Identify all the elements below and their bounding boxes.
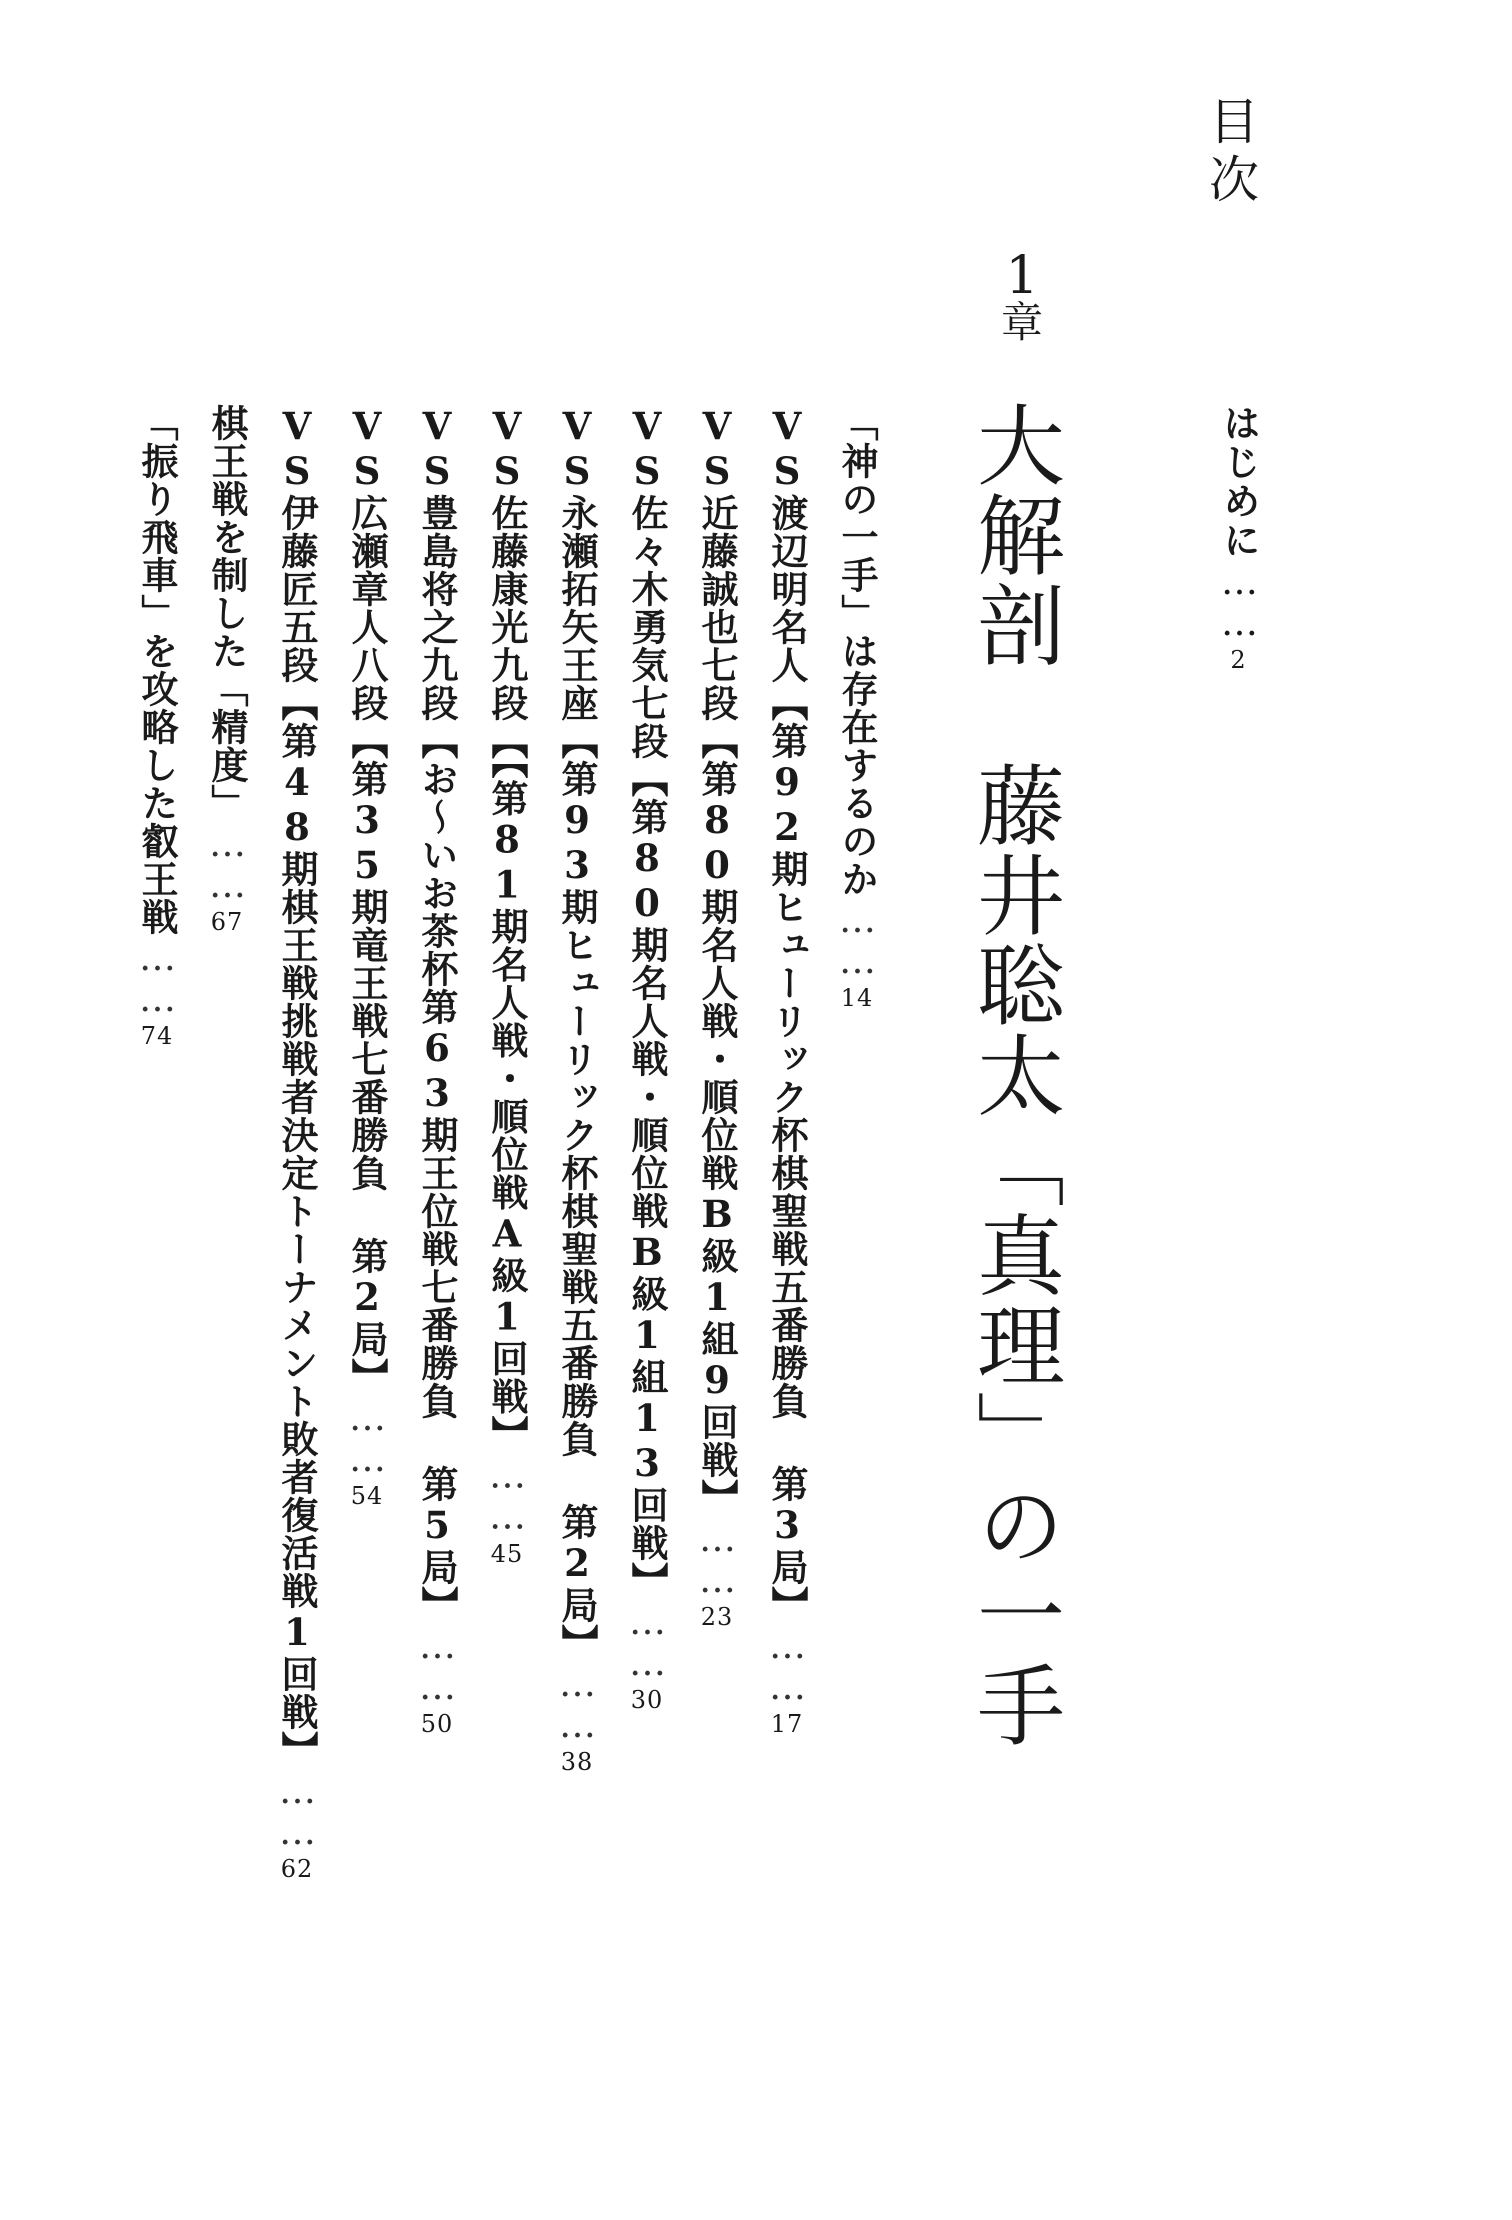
toc-entry[interactable] <box>835 404 879 1012</box>
toc-entry[interactable] <box>345 404 389 1510</box>
entry-text: はじめに <box>1217 404 1261 560</box>
entry-text: VS近藤誠也七段【第80期名人戦・順位戦B級1組9回戦】 <box>695 404 739 1517</box>
entry-leader: …… <box>276 1769 319 1851</box>
entry-page-number: 67 <box>210 908 244 936</box>
toc-entry[interactable] <box>135 404 179 1050</box>
toc-entry[interactable] <box>765 404 809 1738</box>
entry-page-number: 74 <box>140 1022 174 1050</box>
toc-entry-intro[interactable] <box>1217 404 1261 674</box>
entry-page-number: 2 <box>1230 646 1248 674</box>
entry-leader: …… <box>346 1396 389 1478</box>
entry-leader: …… <box>416 1624 459 1706</box>
entry-page-number: 30 <box>630 1686 664 1714</box>
entry-page-number: 62 <box>280 1855 314 1883</box>
entry-leader: …… <box>626 1600 669 1682</box>
entry-text: VS永瀬拓矢王座【第93期ヒューリック杯棋聖戦五番勝負 第2局】 <box>555 404 599 1662</box>
chapter-title: 大解剖 藤井聡太「真理」の一手 <box>963 400 1066 1750</box>
entry-text: VS広瀬章人八段【第35期竜王戦七番勝負 第2局】 <box>345 404 389 1396</box>
toc-title: 目次 <box>1201 95 1259 211</box>
entry-text: 棋王戦を制した「精度」 <box>205 404 249 822</box>
entry-page-number: 14 <box>840 984 874 1012</box>
toc-entry[interactable] <box>275 404 319 1883</box>
entry-text: VS佐々木勇気七段【第80期名人戦・順位戦B級1組13回戦】 <box>625 404 669 1600</box>
entry-text: VS佐藤康光九段【【第81期名人戦・順位戦A級1回戦】 <box>485 404 529 1454</box>
toc-entry[interactable] <box>695 404 739 1631</box>
entry-text: 「神の一手」は存在するのか <box>835 404 879 898</box>
entry-leader: …… <box>556 1662 599 1744</box>
entry-leader: …… <box>696 1517 739 1599</box>
entry-leader: …… <box>206 822 249 904</box>
chapter-number: 1 <box>1005 246 1039 306</box>
entry-page-number: 45 <box>490 1539 524 1568</box>
entry-page-number: 38 <box>560 1748 594 1776</box>
entry-text: VS伊藤匠五段【第48期棋王戦挑戦者決定トーナメント敗者復活戦1回戦】 <box>275 404 319 1769</box>
toc-entry[interactable] <box>625 404 669 1714</box>
chapter-label: 章 <box>1000 298 1043 347</box>
toc-entry[interactable] <box>485 404 529 1568</box>
entry-text: VS豊島将之九段【お～いお茶杯第63期王位戦七番勝負 第5局】 <box>415 404 459 1624</box>
entry-leader: …… <box>136 936 179 1018</box>
entry-text: 「振り飛車」を攻略した叡王戦 <box>135 404 179 936</box>
entry-leader: …… <box>766 1624 809 1706</box>
toc-entry[interactable] <box>415 404 459 1738</box>
entry-page-number: 50 <box>420 1710 454 1738</box>
entry-leader: …… <box>836 898 879 980</box>
entry-leader: …… <box>1218 560 1261 642</box>
toc-entry[interactable] <box>555 404 599 1776</box>
entry-text: VS渡辺明名人【第92期ヒューリック杯棋聖戦五番勝負 第3局】 <box>765 404 809 1624</box>
entry-page-number: 54 <box>350 1482 384 1510</box>
entry-page-number: 23 <box>700 1603 734 1631</box>
entry-leader: …… <box>486 1453 529 1536</box>
entry-page-number: 17 <box>770 1710 804 1738</box>
toc-entry[interactable] <box>205 404 249 936</box>
